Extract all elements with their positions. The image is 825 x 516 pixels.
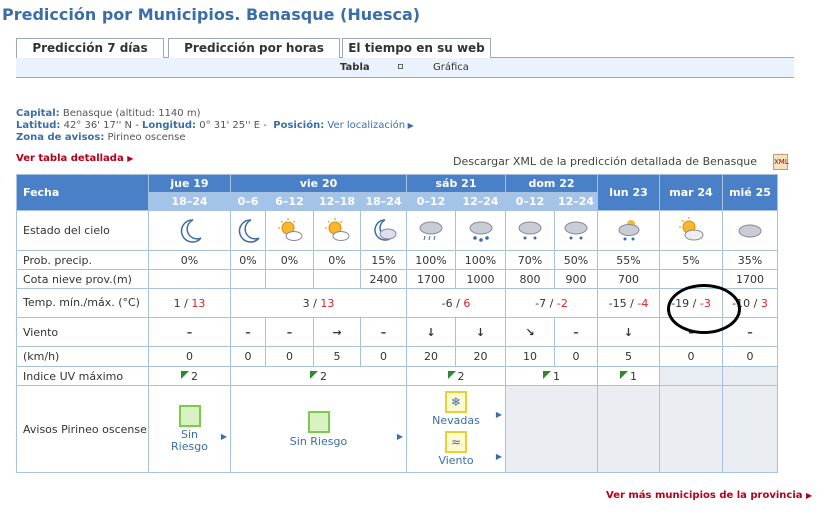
warning-cell-empty <box>660 386 723 473</box>
snow-level-value: 800 <box>506 270 555 289</box>
moon-cloud-icon <box>361 211 407 251</box>
wind-speed-value: 0 <box>361 347 407 367</box>
wind-speed-value: 5 <box>598 347 660 367</box>
precip-value: 100% <box>456 251 506 270</box>
chevron-right-icon: ▶ <box>495 452 502 461</box>
sky-row <box>17 211 778 251</box>
snow-level-value: 1700 <box>723 270 778 289</box>
snow-level-value: 900 <box>555 270 598 289</box>
chevron-right-icon: ▶ <box>220 432 227 441</box>
precip-value: 0% <box>266 251 314 270</box>
period-header: 6–12 <box>266 193 314 211</box>
warning-cell[interactable] <box>407 386 506 473</box>
row-label: Estado del cielo <box>17 211 149 251</box>
wind-direction-icon: – <box>723 318 778 347</box>
capital-value: Benasque (altitud: 1140 m) <box>62 108 201 119</box>
snow-level-value: 1000 <box>456 270 506 289</box>
snow-level-value: 700 <box>598 270 660 289</box>
temp-cell: -10 / 3 <box>723 289 778 318</box>
wind-direction-icon: ↓ <box>407 318 456 347</box>
day-header: vie 20 <box>231 175 407 193</box>
sun-snow-cloud-icon <box>598 211 660 251</box>
day-header: sáb 21 <box>407 175 506 193</box>
view-location-link[interactable]: Ver localización <box>327 120 406 131</box>
wind-direction-icon: – <box>231 318 266 347</box>
day-header: jue 19 <box>149 175 231 193</box>
snow-cloud-icon <box>506 211 555 251</box>
snow-level-value: 2400 <box>361 270 407 289</box>
precip-value: 70% <box>506 251 555 270</box>
moon-icon <box>149 211 231 251</box>
temp-cell: 3 / 13 <box>231 289 407 318</box>
day-header: dom 22 <box>506 175 598 193</box>
day-header: lun 23 <box>598 175 660 211</box>
temp-cell: -6 / 6 <box>407 289 506 318</box>
snow-cloud-icon <box>456 211 506 251</box>
snow-level-value <box>314 270 361 289</box>
wind-speed-value: 0 <box>660 347 723 367</box>
coordinates-info <box>16 120 414 131</box>
longitude-label: Longitud: <box>142 120 197 131</box>
view-switch <box>16 58 794 78</box>
uv-level-icon <box>448 371 456 379</box>
wind-speed-value: 0 <box>555 347 598 367</box>
day-header: mar 24 <box>660 175 723 211</box>
snow-level-row <box>17 270 778 289</box>
warning-cell-empty <box>723 386 778 473</box>
uv-level-icon <box>310 371 318 379</box>
snow-cloud-icon <box>555 211 598 251</box>
moon-icon <box>231 211 266 251</box>
latitude-value: 42° 36' 17'' N - <box>63 120 139 131</box>
precip-value: 0% <box>314 251 361 270</box>
wind-row <box>17 318 778 347</box>
precip-value: 15% <box>361 251 407 270</box>
uv-cell-empty <box>723 367 778 386</box>
warning-zone-value: Pirineo oscense <box>107 132 186 143</box>
wind-direction-icon: ↓ <box>598 318 660 347</box>
wind-speed-value: 0 <box>266 347 314 367</box>
uv-cell-empty <box>660 367 723 386</box>
chevron-right-icon: ▶ <box>127 154 134 163</box>
precip-value: 5% <box>660 251 723 270</box>
wind-speed-value: 5 <box>314 347 361 367</box>
uv-cell: 2 <box>407 367 506 386</box>
chevron-right-icon: ▶ <box>405 121 414 130</box>
wind-direction-icon: – <box>361 318 407 347</box>
period-header: 0–12 <box>506 193 555 211</box>
warning-cell-empty <box>598 386 660 473</box>
precip-value: 35% <box>723 251 778 270</box>
uv-level-icon <box>620 371 628 379</box>
wind-speed-value: 0 <box>231 347 266 367</box>
chevron-right-icon: ▶ <box>396 432 403 441</box>
wind-direction-icon: ↓ <box>456 318 506 347</box>
download-xml-link[interactable]: Descargar XML de la predicción detallada de Benasque <box>453 155 758 168</box>
separator-square-icon <box>398 64 403 69</box>
sun-cloud-icon <box>266 211 314 251</box>
snowflake-icon: ❄ <box>445 391 467 413</box>
page-title: Predicción por Municipios. Benasque (Huesca) <box>2 5 421 24</box>
uv-cell: 1 <box>598 367 660 386</box>
uv-cell: 2 <box>231 367 407 386</box>
uv-level-icon <box>181 371 189 379</box>
warning-cell[interactable] <box>149 386 231 473</box>
uv-row <box>17 367 778 386</box>
wind-warning-label[interactable]: Viento <box>438 454 474 467</box>
wind-direction-icon: – <box>660 318 723 347</box>
sun-cloud-icon <box>314 211 361 251</box>
tab-by-hours[interactable]: Predicción por horas <box>168 38 340 58</box>
rain-cloud-icon <box>407 211 456 251</box>
longitude-value: 0° 31' 25'' E - <box>199 120 267 131</box>
latitude-label: Latitud: <box>16 120 61 131</box>
warning-cell-empty <box>506 386 598 473</box>
wind-speed-value: 20 <box>456 347 506 367</box>
wind-direction-icon: → <box>314 318 361 347</box>
period-header: 18–24 <box>149 193 231 211</box>
detailed-table-link[interactable]: Ver tabla detallada ▶ <box>16 153 134 164</box>
period-header: 0–12 <box>407 193 456 211</box>
wind-direction-icon: – <box>266 318 314 347</box>
precip-value: 50% <box>555 251 598 270</box>
tab-your-web[interactable]: El tiempo en su web <box>342 38 491 58</box>
tab-bar <box>16 38 794 58</box>
temp-cell: -19 / -3 <box>660 289 723 318</box>
cloud-icon <box>723 211 778 251</box>
chevron-right-icon: ▶ <box>806 491 813 500</box>
snow-level-value <box>149 270 231 289</box>
row-label: Indice UV máximo <box>17 367 149 386</box>
capital-info <box>16 108 200 119</box>
warning-zone-info <box>16 132 186 143</box>
no-risk-label: Sin Riesgo <box>289 434 348 448</box>
wind-flag-icon: ≈ <box>445 431 467 453</box>
temp-row <box>17 289 778 318</box>
chevron-right-icon: ▶ <box>495 410 502 419</box>
capital-label: Capital: <box>16 108 60 119</box>
temp-cell: 1 / 13 <box>149 289 231 318</box>
wind-speed-row <box>17 347 778 367</box>
period-header: 12–24 <box>555 193 598 211</box>
snow-level-value <box>266 270 314 289</box>
wind-direction-icon: ↘ <box>506 318 555 347</box>
wind-speed-value: 0 <box>149 347 231 367</box>
uv-level-icon <box>543 371 551 379</box>
precip-value: 0% <box>149 251 231 270</box>
no-risk-icon <box>179 405 201 427</box>
period-header: 12–24 <box>456 193 506 211</box>
uv-cell: 1 <box>506 367 598 386</box>
snow-warning-label[interactable]: Nevadas <box>432 414 480 427</box>
tab-7-days[interactable]: Predicción 7 días <box>16 38 164 59</box>
snow-level-value <box>231 270 266 289</box>
period-header: 12–18 <box>314 193 361 211</box>
wind-speed-value: 20 <box>407 347 456 367</box>
forecast-table <box>16 174 778 473</box>
hand-drawn-circle-annotation <box>667 284 741 334</box>
wind-direction-icon: – <box>149 318 231 347</box>
date-header: Fecha <box>17 175 149 211</box>
precip-value: 0% <box>231 251 266 270</box>
row-label: Viento <box>17 318 149 347</box>
day-header-row <box>17 175 778 193</box>
period-header: 18–24 <box>361 193 407 211</box>
wind-direction-icon: – <box>555 318 598 347</box>
precip-value: 55% <box>598 251 660 270</box>
row-label: Cota nieve prov.(m) <box>17 270 149 289</box>
sun-cloud-icon <box>660 211 723 251</box>
precip-value: 100% <box>407 251 456 270</box>
temp-cell: -15 / -4 <box>598 289 660 318</box>
row-label: Prob. precip. <box>17 251 149 270</box>
xml-file-icon[interactable]: XML <box>773 154 788 170</box>
warning-cell[interactable] <box>231 386 407 473</box>
precip-row <box>17 251 778 270</box>
more-municipalities-link[interactable]: Ver más municipios de la provincia ▶ <box>606 490 813 501</box>
view-chart[interactable]: Gráfica <box>433 62 469 73</box>
row-label: Temp. mín./máx. (°C) <box>17 289 149 318</box>
row-label: Avisos Pirineo oscense <box>17 386 149 473</box>
wind-speed-value: 0 <box>723 347 778 367</box>
no-risk-label: Sin Riesgo <box>171 428 208 453</box>
view-table[interactable]: Tabla <box>340 62 370 73</box>
snow-level-value: 1700 <box>407 270 456 289</box>
warnings-row <box>17 386 778 473</box>
uv-cell: 2 <box>149 367 231 386</box>
position-label: Posición: <box>273 120 325 131</box>
day-header: mié 25 <box>723 175 778 211</box>
row-label: (km/h) <box>17 347 149 367</box>
temp-cell: -7 / -2 <box>506 289 598 318</box>
warning-zone-label: Zona de avisos: <box>16 132 105 143</box>
wind-speed-value: 10 <box>506 347 555 367</box>
period-header: 0–6 <box>231 193 266 211</box>
no-risk-icon <box>308 411 330 433</box>
